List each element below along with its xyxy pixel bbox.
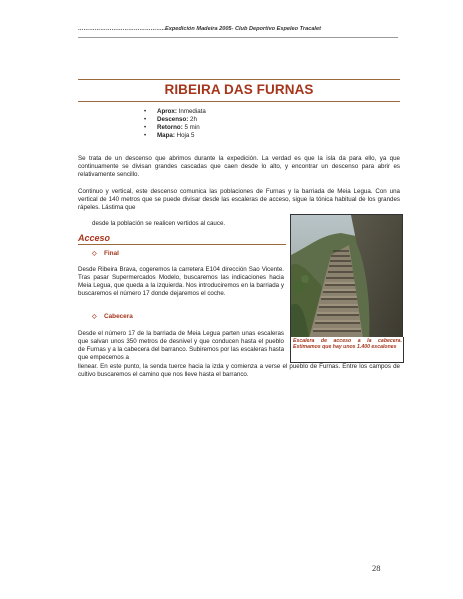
- fact-label: Aprox:: [157, 108, 177, 115]
- route-facts-list: [144, 108, 206, 140]
- fact-value: 5 min: [182, 124, 200, 131]
- intro-paragraph-2b: desde la población se realicen vertidos al cauce.: [92, 220, 226, 227]
- running-header: ………………………………………..Expedición Madeira 2005- Club Deportivo Espeleo Tracalet: [78, 26, 321, 32]
- fact-label: Descenso:: [157, 116, 189, 123]
- fact-label: Retorno:: [157, 124, 183, 131]
- title-rule-top: [78, 79, 400, 80]
- subsection-final: [92, 250, 119, 257]
- photo-caption: Escalera de acceso a la cabecera. Estimamos que hay unos 1.400 escalones: [290, 337, 404, 363]
- diamond-outline-icon: ◇: [92, 314, 97, 320]
- cabecera-paragraph-b: llenear. En este punto, la senda tuerce hacia la izda y comienza a verse el pueblo de Furnas. Entre los campos de cultivo buscaremos el camino que nos lleve hasta el barranco.: [78, 363, 400, 379]
- fact-value: Inmediata: [176, 108, 206, 115]
- final-paragraph: Desde Ribeira Brava, cogeremos la carretera E104 dirección Sao Vicente. Tras pasar Supermercados Modelo, buscaremos las indicaciones hacia Meia Legua, que queda a la izquierda. Nos introduciremos en la barriada y buscaremos el número 17 donde dejaremos el coche.: [78, 266, 284, 298]
- intro-paragraph-2a: Continuo y vertical, este descenso comunica las poblaciones de Furnas y la barriada de Meia Legua. Con una vertical de 140 metros que se puede divisar desde las escaleras de acceso, sigue la tónica habitual de los grandes rápeles. Lástima que: [78, 188, 400, 212]
- fact-value: Hoja 5: [174, 132, 195, 139]
- section-heading-acceso: Acceso: [78, 233, 111, 243]
- intro-paragraph-1: Se trata de un descenso que abrimos durante la expedición. La verdad es que la isla da para ello, ya que continuamente se divisan grandes cascadas que caen desde lo alto, y encontrar un descenso para abrir es relativamente sencillo.: [78, 155, 400, 179]
- fact-descenso: [144, 116, 206, 124]
- page-title: RIBEIRA DAS FURNAS: [164, 82, 314, 97]
- subsection-title: Final: [104, 250, 119, 257]
- fact-aprox: [144, 108, 206, 116]
- page-number: 28: [372, 563, 381, 573]
- subsection-title: Cabecera: [104, 313, 133, 320]
- fact-mapa: [144, 132, 206, 140]
- title-rule-bottom: [78, 101, 400, 102]
- fact-label: Mapa:: [157, 132, 175, 139]
- stairs-photo-image: [291, 215, 402, 338]
- fact-value: 2h: [188, 116, 197, 123]
- diamond-outline-icon: ◇: [92, 251, 97, 257]
- section-divider: [78, 244, 286, 245]
- cabecera-paragraph-a: Desde el número 17 de la barriada de Meia Legua parten unas escaleras que salvan unos 350 metros de desnivel y que conducen hasta el pueblo de Furnas y a la cabecera del barranco. Subiremos por las escaleras hasta que empecemos a: [78, 330, 285, 362]
- header-divider: [78, 37, 398, 38]
- subsection-cabecera: [92, 313, 133, 320]
- fact-retorno: [144, 124, 206, 132]
- stairs-photo: [290, 214, 403, 339]
